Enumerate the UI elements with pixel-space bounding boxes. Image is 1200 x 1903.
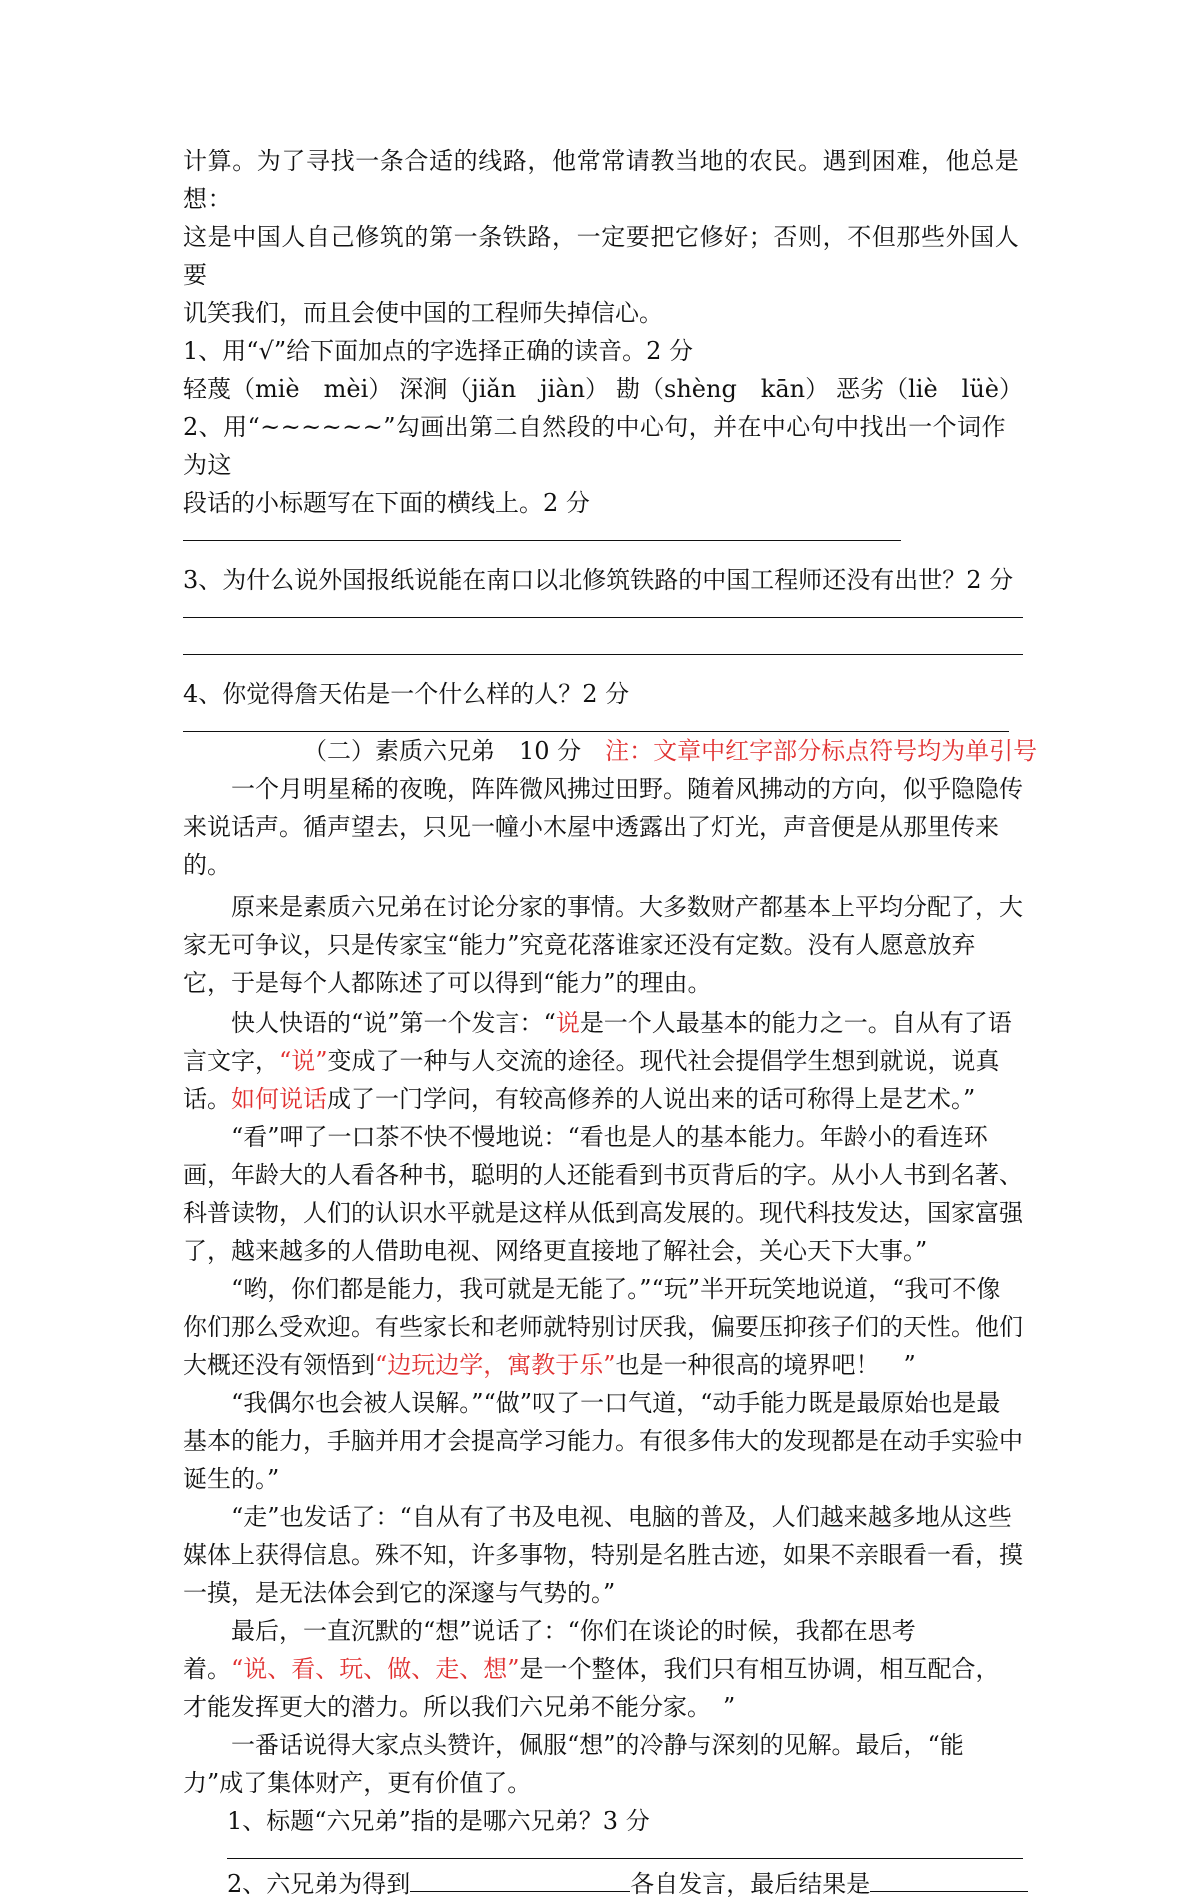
pinyin-option[interactable]: 勘（shèng kān）	[616, 375, 830, 403]
question-1: 1、标题“六兄弟”指的是哪六兄弟？3 分	[227, 1807, 650, 1835]
question-2: 2、六兄弟为得到 各自发言，最后结果是	[183, 1865, 1023, 1903]
question-2: 2、用“~~~~~~”勾画出第二自然段的中心句，并在中心句中找出一个词作为这	[183, 413, 1006, 479]
passage-line: 讥笑我们，而且会使中国的工程师失掉信心。	[183, 299, 663, 327]
document-page	[183, 142, 1038, 1903]
pinyin-option[interactable]: 深涧（jiǎn jiàn）	[399, 375, 610, 403]
paragraph: “哟，你们都是能力，我可就是无能了。”“玩”半开玩笑地说道，“我可不像你们那么受欢迎。有些家长和老师就特别讨厌我，偏要压抑孩子们的天性。他们大概还没有领悟到“边玩边学，寓教于乐”也是一种很高的境界吧！ ”	[183, 1275, 1023, 1379]
question-4: 4、你觉得詹天佑是一个什么样的人？2 分	[183, 680, 630, 708]
answer-blank[interactable]	[410, 1867, 630, 1892]
paragraph: 原来是素质六兄弟在讨论分家的事情。大多数财产都基本上平均分配了，大家无可争议，只是传家宝“能力”究竟花落谁家还没有定数。没有人愿意放弃它，于是每个人都陈述了可以得到“能力”的理由。	[183, 893, 1023, 997]
paragraph: “看”呷了一口茶不快不慢地说：“看也是人的基本能力。年龄小的看连环画，年龄大的人看各种书，聪明的人还能看到书页背后的字。从小人书到名著、科普读物，人们的认识水平就是这样从低到高发展的。现代科技发达，国家富强了，越来越多的人借助电视、网络更直接地了解社会，关心天下大事。”	[183, 1123, 1023, 1265]
section-title: （二）素质六兄弟 10 分	[303, 737, 582, 765]
passage-line: 计算。为了寻找一条合适的线路，他常常请教当地的农民。遇到困难，他总是想：	[183, 147, 1020, 213]
passage-line: 这是中国人自己修筑的第一条铁路，一定要把它修好；否则，不但那些外国人要	[183, 223, 1020, 289]
paragraph: 一番话说得大家点头赞许，佩服“想”的冷静与深刻的见解。最后，“能力”成了集体财产，更有价值了。	[183, 1731, 964, 1797]
section-title-row	[183, 732, 1038, 770]
section-note: 注：文章中红字部分标点符号均为单引号	[605, 737, 1038, 765]
question-2-cont: 段话的小标题写在下面的横线上。2 分	[183, 489, 590, 517]
paragraph: “走”也发话了：“自从有了书及电视、电脑的普及，人们越来越多地从这些媒体上获得信息。殊不知，许多事物，特别是名胜古迹，如果不亲眼看一看，摸一摸，是无法体会到它的深邃与气势的。”	[183, 1503, 1023, 1607]
answer-blank[interactable]	[870, 1867, 1028, 1892]
pinyin-option[interactable]: 恶劣（liè lüè）	[836, 375, 1023, 403]
pinyin-options	[183, 370, 1023, 408]
question-1: 1、用“√”给下面加点的字选择正确的读音。2 分	[183, 337, 693, 365]
paragraph: 一个月明星稀的夜晚，阵阵微风拂过田野。随着风拂动的方向，似乎隐隐传来说话声。循声望去，只见一幢小木屋中透露出了灯光，声音便是从那里传来的。	[183, 775, 1023, 879]
paragraph: “我偶尔也会被人误解。”“做”叹了一口气道，“动手能力既是最原始也是最基本的能力，手脑并用才会提高学习能力。有很多伟大的发现都是在动手实验中诞生的。”	[183, 1389, 1023, 1493]
paragraph: 最后，一直沉默的“想”说话了：“你们在谈论的时候，我都在思考着。“说、看、玩、做、走、想”是一个整体，我们只有相互协调，相互配合，才能发挥更大的潜力。所以我们六兄弟不能分家。 ”	[183, 1617, 1000, 1721]
paragraph: 快人快语的“说”第一个发言：“说是一个人最基本的能力之一。自从有了语言文字，“说”变成了一种与人交流的途径。现代社会提倡学生想到就说，说真话。如何说话成了一门学问，有较高修养的人说出来的话可称得上是艺术。”	[183, 1009, 1012, 1113]
question-3: 3、为什么说外国报纸说能在南口以北修筑铁路的中国工程师还没有出世？2 分	[183, 566, 1014, 594]
pinyin-option[interactable]: 轻蔑（miè mèi）	[183, 375, 393, 403]
